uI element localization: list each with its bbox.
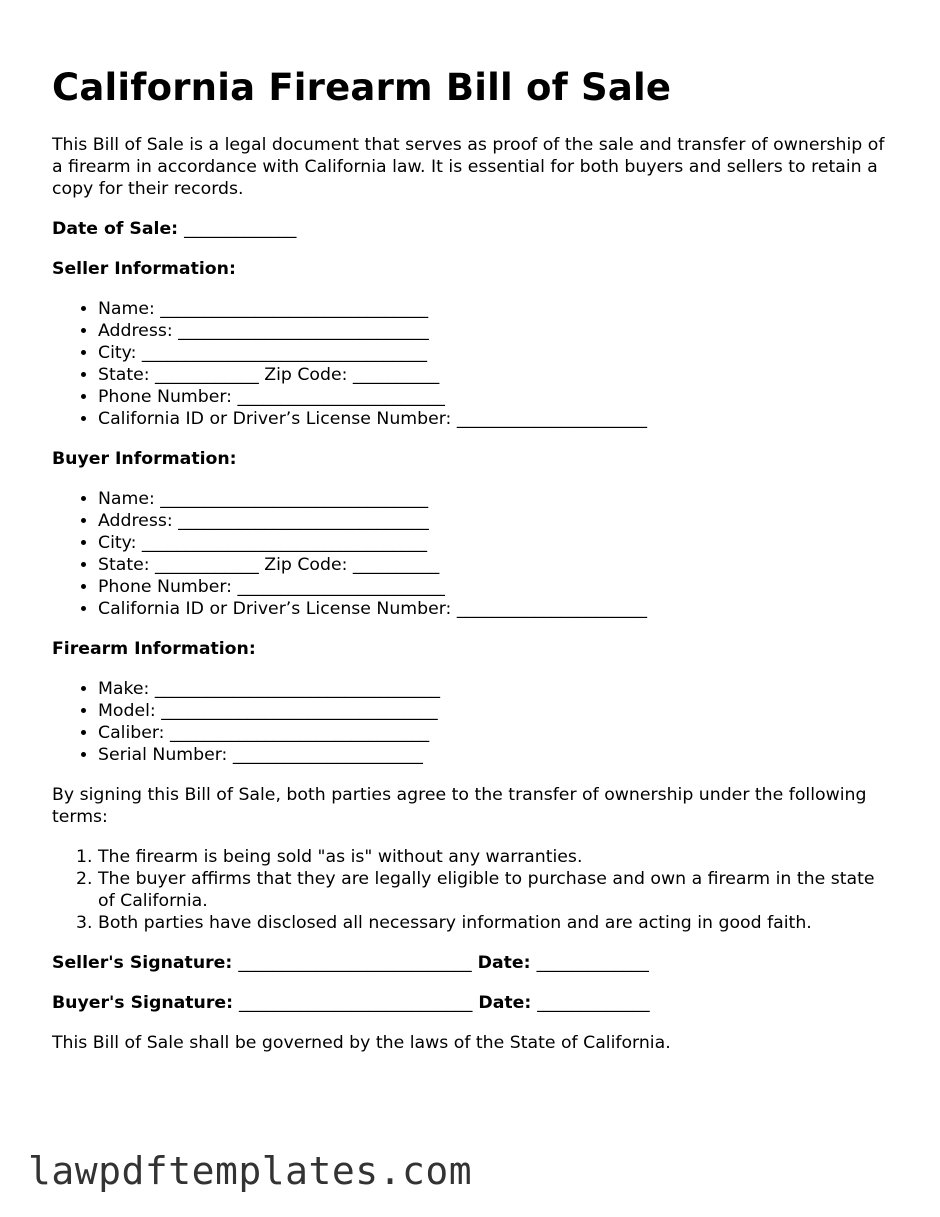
buyer-signature-blank: ___________________________ bbox=[239, 993, 473, 1013]
seller-signature-line bbox=[52, 952, 892, 974]
buyer-name-field: • Name: _______________________________ bbox=[98, 488, 892, 510]
buyer-address-field: • Address: _____________________________ bbox=[98, 510, 892, 532]
buyer-heading: Buyer Information: bbox=[52, 449, 237, 469]
firearm-heading: Firearm Information: bbox=[52, 639, 256, 659]
seller-date-blank: _____________ bbox=[536, 953, 649, 973]
buyer-city-field: • City: _________________________________ bbox=[98, 532, 892, 554]
term-item: 1. The firearm is being sold "as is" without any warranties. bbox=[98, 846, 892, 868]
buyer-date-label: Date: bbox=[478, 993, 532, 1013]
firearm-model-field: • Model: ________________________________ bbox=[98, 700, 892, 722]
date-of-sale-label: Date of Sale: bbox=[52, 219, 179, 239]
buyer-signature-line bbox=[52, 992, 892, 1014]
firearm-fields-list bbox=[52, 678, 892, 766]
seller-signature-blank: ___________________________ bbox=[238, 953, 472, 973]
date-of-sale-blank: _____________ bbox=[184, 219, 297, 239]
firearm-serial-field: • Serial Number: ______________________ bbox=[98, 744, 892, 766]
intro-paragraph: This Bill of Sale is a legal document that serves as proof of the sale and transfer of ownership of a firearm in accordance with California law. It is essential for both buyers and sellers to retain a copy for their records. bbox=[52, 135, 885, 199]
terms-intro: By signing this Bill of Sale, both parties agree to the transfer of ownership under the following terms: bbox=[52, 785, 867, 827]
document-page bbox=[52, 62, 892, 1072]
seller-fields-list bbox=[52, 298, 892, 430]
seller-name-field: • Name: _______________________________ bbox=[98, 298, 892, 320]
watermark-brand: lawpdftemplates.com bbox=[28, 1149, 473, 1193]
date-of-sale-line bbox=[52, 218, 892, 240]
buyer-id-field: • California ID or Driver’s License Number: ______________________ bbox=[98, 598, 892, 620]
firearm-caliber-field: • Caliber: ______________________________ bbox=[98, 722, 892, 744]
seller-state-zip-field: • State: ____________ Zip Code: __________ bbox=[98, 364, 892, 386]
seller-city-field: • City: _________________________________ bbox=[98, 342, 892, 364]
term-item: 2. The buyer affirms that they are legally eligible to purchase and own a firearm in the state of California. bbox=[98, 868, 892, 912]
seller-signature-label: Seller's Signature: bbox=[52, 953, 233, 973]
seller-address-field: • Address: _____________________________ bbox=[98, 320, 892, 342]
seller-phone-field: • Phone Number: ________________________ bbox=[98, 386, 892, 408]
buyer-date-blank: _____________ bbox=[537, 993, 650, 1013]
page-title: California Firearm Bill of Sale bbox=[52, 66, 672, 109]
firearm-make-field: • Make: _________________________________ bbox=[98, 678, 892, 700]
buyer-fields-list bbox=[52, 488, 892, 620]
seller-heading: Seller Information: bbox=[52, 259, 236, 279]
term-item: 3. Both parties have disclosed all necessary information and are acting in good faith. bbox=[98, 912, 892, 934]
terms-list bbox=[52, 846, 892, 934]
governing-law-paragraph: This Bill of Sale shall be governed by the laws of the State of California. bbox=[52, 1033, 671, 1053]
seller-id-field: • California ID or Driver’s License Number: ______________________ bbox=[98, 408, 892, 430]
buyer-signature-label: Buyer's Signature: bbox=[52, 993, 233, 1013]
buyer-phone-field: • Phone Number: ________________________ bbox=[98, 576, 892, 598]
seller-date-label: Date: bbox=[477, 953, 531, 973]
buyer-state-zip-field: • State: ____________ Zip Code: __________ bbox=[98, 554, 892, 576]
